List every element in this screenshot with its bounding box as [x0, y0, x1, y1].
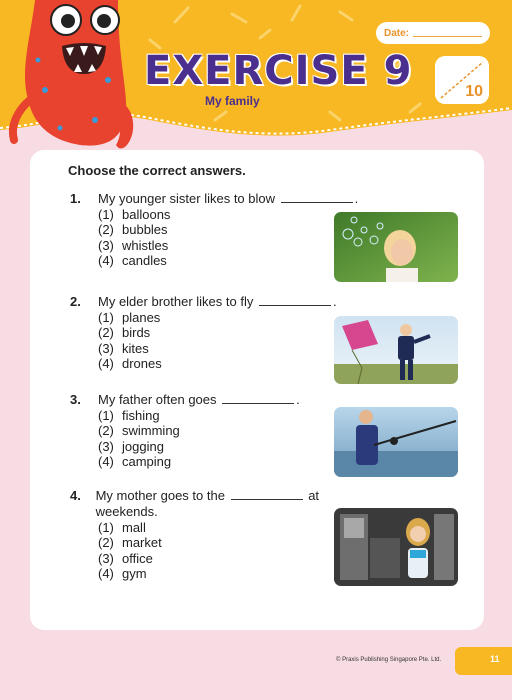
option-number: (1)	[98, 520, 114, 535]
date-label: Date:	[384, 27, 410, 39]
option-number: (2)	[98, 222, 114, 238]
option-text: gym	[122, 565, 147, 581]
exercise-subtitle: My family	[205, 94, 260, 108]
option[interactable]	[98, 207, 360, 222]
photo-boy-flying-kite	[334, 316, 458, 384]
instruction-text: Choose the correct answers.	[68, 163, 246, 178]
option-text: office	[122, 550, 153, 566]
option-number: (4)	[98, 252, 114, 268]
answer-blank[interactable]	[222, 392, 294, 404]
option[interactable]	[98, 253, 360, 268]
option-number: (2)	[98, 325, 114, 341]
option[interactable]	[98, 566, 360, 581]
question-3	[70, 392, 360, 469]
question-number: 2.	[70, 294, 81, 309]
photo-girl-blowing-bubbles	[334, 212, 458, 282]
question-text-before: My younger sister likes to blow	[98, 191, 276, 206]
question-number: 1.	[70, 191, 81, 206]
answer-blank[interactable]	[281, 191, 353, 203]
exercise-number: 9	[383, 48, 413, 94]
option-number: (3)	[98, 550, 114, 566]
answer-blank[interactable]	[259, 294, 331, 306]
question-text-after: .	[296, 392, 300, 407]
option-number: (3)	[98, 340, 114, 356]
option-number: (3)	[98, 237, 114, 253]
option-number: (1)	[98, 310, 114, 325]
option-text: bubbles	[122, 222, 168, 238]
option-text: jogging	[122, 438, 164, 454]
question-4	[70, 488, 360, 581]
option[interactable]	[98, 325, 360, 340]
option-number: (1)	[98, 408, 114, 423]
question-1	[70, 191, 360, 268]
option-number: (4)	[98, 355, 114, 371]
copyright-text: © Praxis Publishing Singapore Pte. Ltd.	[336, 657, 442, 663]
option[interactable]	[98, 439, 360, 454]
option-number: (1)	[98, 207, 114, 222]
question-text-after: .	[332, 294, 337, 309]
question-number: 4.	[70, 488, 81, 503]
date-field[interactable]	[376, 22, 490, 44]
option-number: (2)	[98, 535, 114, 551]
option-text: mall	[122, 520, 146, 535]
score-total: 10	[465, 83, 483, 100]
question-text-after: at weekends.	[95, 488, 320, 519]
option[interactable]	[98, 341, 360, 356]
monster-mascot	[0, 0, 140, 175]
page-tab	[455, 647, 512, 675]
answer-blank[interactable]	[231, 488, 303, 500]
option-text: planes	[122, 310, 161, 325]
option[interactable]	[98, 535, 360, 550]
question-number: 3.	[70, 392, 81, 407]
option-text: drones	[122, 355, 162, 371]
photo-mother-at-gym	[334, 508, 458, 586]
score-box	[435, 56, 489, 104]
option[interactable]	[98, 238, 360, 253]
option-number: (3)	[98, 438, 114, 454]
question-2	[70, 294, 360, 371]
option-text: kites	[122, 340, 149, 356]
option[interactable]	[98, 423, 360, 438]
option[interactable]	[98, 222, 360, 237]
option-text: market	[122, 535, 162, 551]
option-text: balloons	[122, 207, 171, 222]
option-number: (4)	[98, 565, 114, 581]
question-text	[98, 392, 300, 408]
option-number: (4)	[98, 453, 114, 469]
option[interactable]	[98, 454, 360, 469]
question-text-before: My mother goes to the	[95, 488, 225, 503]
option[interactable]	[98, 310, 360, 325]
option[interactable]	[98, 356, 360, 371]
question-text	[98, 191, 358, 207]
option-text: camping	[122, 453, 172, 469]
option[interactable]	[98, 551, 360, 566]
page-number: 11	[490, 654, 500, 664]
photo-father-fishing	[334, 407, 458, 477]
question-text-before: My father often goes	[98, 392, 217, 407]
option-text: candles	[122, 252, 167, 268]
option-text: fishing	[122, 408, 160, 423]
question-text-after: .	[354, 191, 359, 206]
question-text-before: My elder brother likes to fly	[98, 294, 254, 309]
option-number: (2)	[98, 423, 114, 439]
option-text: swimming	[122, 423, 180, 439]
question-text	[96, 488, 360, 520]
option[interactable]	[98, 408, 360, 423]
option-text: whistles	[122, 237, 169, 253]
date-line	[413, 36, 482, 37]
question-text	[98, 294, 337, 310]
option[interactable]	[98, 520, 360, 535]
exercise-title	[144, 48, 412, 94]
option-text: birds	[122, 325, 151, 341]
exercise-title-text: EXERCISE	[144, 48, 369, 94]
